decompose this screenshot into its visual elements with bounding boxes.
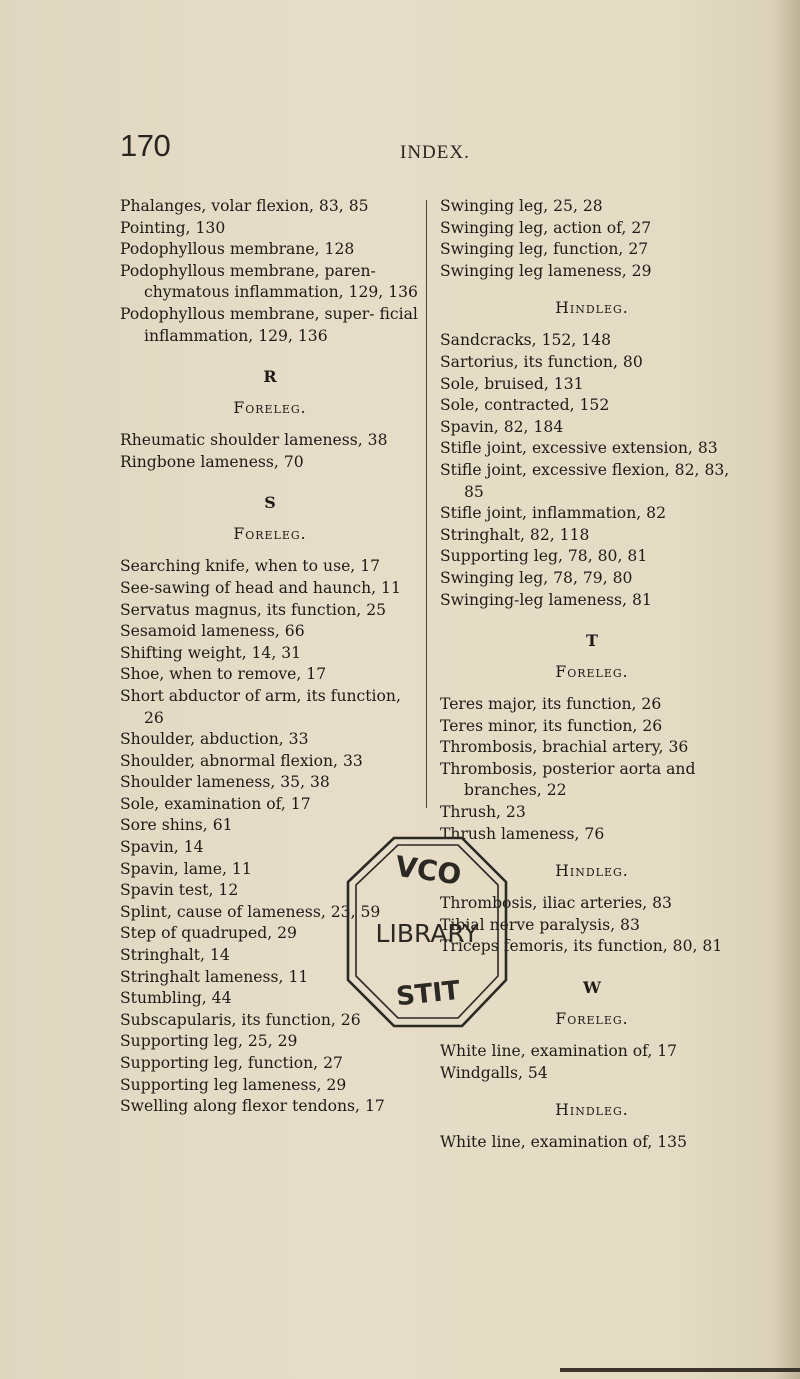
index-entry: Ringbone lameness, 70 <box>120 452 304 471</box>
index-entry: Sartorius, its function, 80 <box>440 352 643 371</box>
index-entry: Shoulder, abduction, 33 <box>120 730 309 749</box>
index-entry: Searching knife, when to use, 17 <box>120 557 381 576</box>
index-entry: Swinging leg, function, 27 <box>440 240 649 259</box>
index-entry: Triceps femoris, its function, 80, 81 <box>440 937 723 956</box>
index-entry: Stifle joint, excessive extension, 83 <box>440 439 718 458</box>
index-entry: Spavin, 82, 184 <box>440 417 564 436</box>
subheading-foreleg: Foreleg. <box>555 663 629 682</box>
index-entry: Thrombosis, brachial artery, 36 <box>440 738 689 757</box>
index-entry: Podophyllous membrane, super- ficial inflammation, 129, 136 <box>120 304 418 345</box>
index-entry: See-sawing of head and haunch, 11 <box>120 578 401 597</box>
section-letter-w: W <box>583 978 601 998</box>
index-entry: Spavin, 14 <box>120 838 204 857</box>
index-entry: Stifle joint, inflammation, 82 <box>440 504 666 523</box>
subheading-hindleg: Hindleg. <box>555 862 629 881</box>
index-entry: Swinging leg, 78, 79, 80 <box>440 568 633 587</box>
index-entry: Stumbling, 44 <box>120 989 232 1008</box>
index-entry: Swinging leg, action of, 27 <box>440 218 652 237</box>
library-stamp <box>336 830 516 1040</box>
index-entry: Supporting leg, 25, 29 <box>120 1032 298 1051</box>
index-entry: Sesamoid lameness, 66 <box>120 622 305 641</box>
subheading-foreleg: Foreleg. <box>233 525 307 544</box>
index-entry: Windgalls, 54 <box>440 1063 548 1082</box>
index-entry: Swinging leg lameness, 29 <box>440 261 652 280</box>
index-entry: Supporting leg lameness, 29 <box>120 1075 347 1094</box>
index-entry: Step of quadruped, 29 <box>120 924 297 943</box>
index-entry: White line, examination of, 135 <box>440 1133 688 1152</box>
index-entry: Thrombosis, posterior aorta and branches, 22 <box>440 759 696 800</box>
index-entry: Thrombosis, iliac arteries, 83 <box>440 894 672 913</box>
section-letter-r: R <box>263 367 277 387</box>
index-entry: Podophyllous membrane, paren- chymatous inflammation, 129, 136 <box>120 261 418 302</box>
index-entry: Sore shins, 61 <box>120 816 233 835</box>
subheading-foreleg: Foreleg. <box>233 399 307 418</box>
index-entry: Teres minor, its function, 26 <box>440 716 663 735</box>
index-entry: Shoulder lameness, 35, 38 <box>120 773 330 792</box>
column-divider <box>426 200 427 808</box>
index-entry: Spavin test, 12 <box>120 881 239 900</box>
index-entry: Swelling along flexor tendons, 17 <box>120 1097 385 1116</box>
index-entry: Rheumatic shoulder lameness, 38 <box>120 431 388 450</box>
index-entry: Stifle joint, excessive flexion, 82, 83, 85 <box>440 460 730 501</box>
index-entry: Supporting leg, 78, 80, 81 <box>440 547 648 566</box>
index-entry: Subscapularis, its function, 26 <box>120 1010 361 1029</box>
index-entry: Sole, contracted, 152 <box>440 396 610 415</box>
index-entry: Thrush lameness, 76 <box>440 824 605 843</box>
index-entry: Phalanges, volar flexion, 83, 85 <box>120 197 369 215</box>
library-stamp-icon <box>336 830 516 1040</box>
index-entry: Shoulder, abnormal flexion, 33 <box>120 751 363 770</box>
page-edge-shadow <box>774 0 800 1379</box>
index-entry: Sole, bruised, 131 <box>440 374 584 393</box>
subheading-foreleg: Foreleg. <box>555 1010 629 1029</box>
index-entry: Sole, examination of, 17 <box>120 794 311 813</box>
index-entry: Short abductor of arm, its function, 26 <box>120 686 401 727</box>
index-entry: White line, examination of, 17 <box>440 1042 678 1061</box>
index-entry: Supporting leg, function, 27 <box>120 1054 343 1072</box>
index-entry: Thrush, 23 <box>440 803 526 822</box>
index-entry: Teres major, its function, 26 <box>440 695 662 714</box>
index-entry: Swinging leg, 25, 28 <box>440 197 603 215</box>
index-entry: Tibial nerve paralysis, 83 <box>440 915 640 934</box>
section-letter-t: T <box>586 631 598 651</box>
index-entry: Servatus magnus, its function, 25 <box>120 600 387 619</box>
running-head: INDEX. <box>400 142 470 163</box>
index-entry: Spavin, lame, 11 <box>120 859 252 878</box>
subheading-hindleg: Hindleg. <box>555 1101 629 1120</box>
index-entry: Stringhalt, 82, 118 <box>440 525 590 544</box>
index-entry: Sandcracks, 152, 148 <box>440 331 612 350</box>
stamp-center-text: LIBRARY <box>375 919 479 948</box>
section-letter-s: S <box>264 493 276 513</box>
index-entry: Stringhalt, 14 <box>120 946 230 965</box>
page-number: 170 <box>120 128 171 163</box>
subheading-hindleg: Hindleg. <box>555 299 629 318</box>
index-entry: Swinging-leg lameness, 81 <box>440 590 652 609</box>
page-bottom-edge <box>560 1368 800 1372</box>
stamp-top-text: VCO <box>393 849 464 892</box>
index-entry: Podophyllous membrane, 128 <box>120 240 355 259</box>
index-entry: Stringhalt lameness, 11 <box>120 967 309 986</box>
index-entry: Splint, cause of lameness, 23, 59 <box>120 902 381 921</box>
stamp-bottom-text: STIT <box>394 975 462 1013</box>
index-entry: Pointing, 130 <box>120 218 226 237</box>
index-entry: Shifting weight, 14, 31 <box>120 643 302 662</box>
index-entry: Shoe, when to remove, 17 <box>120 665 327 684</box>
